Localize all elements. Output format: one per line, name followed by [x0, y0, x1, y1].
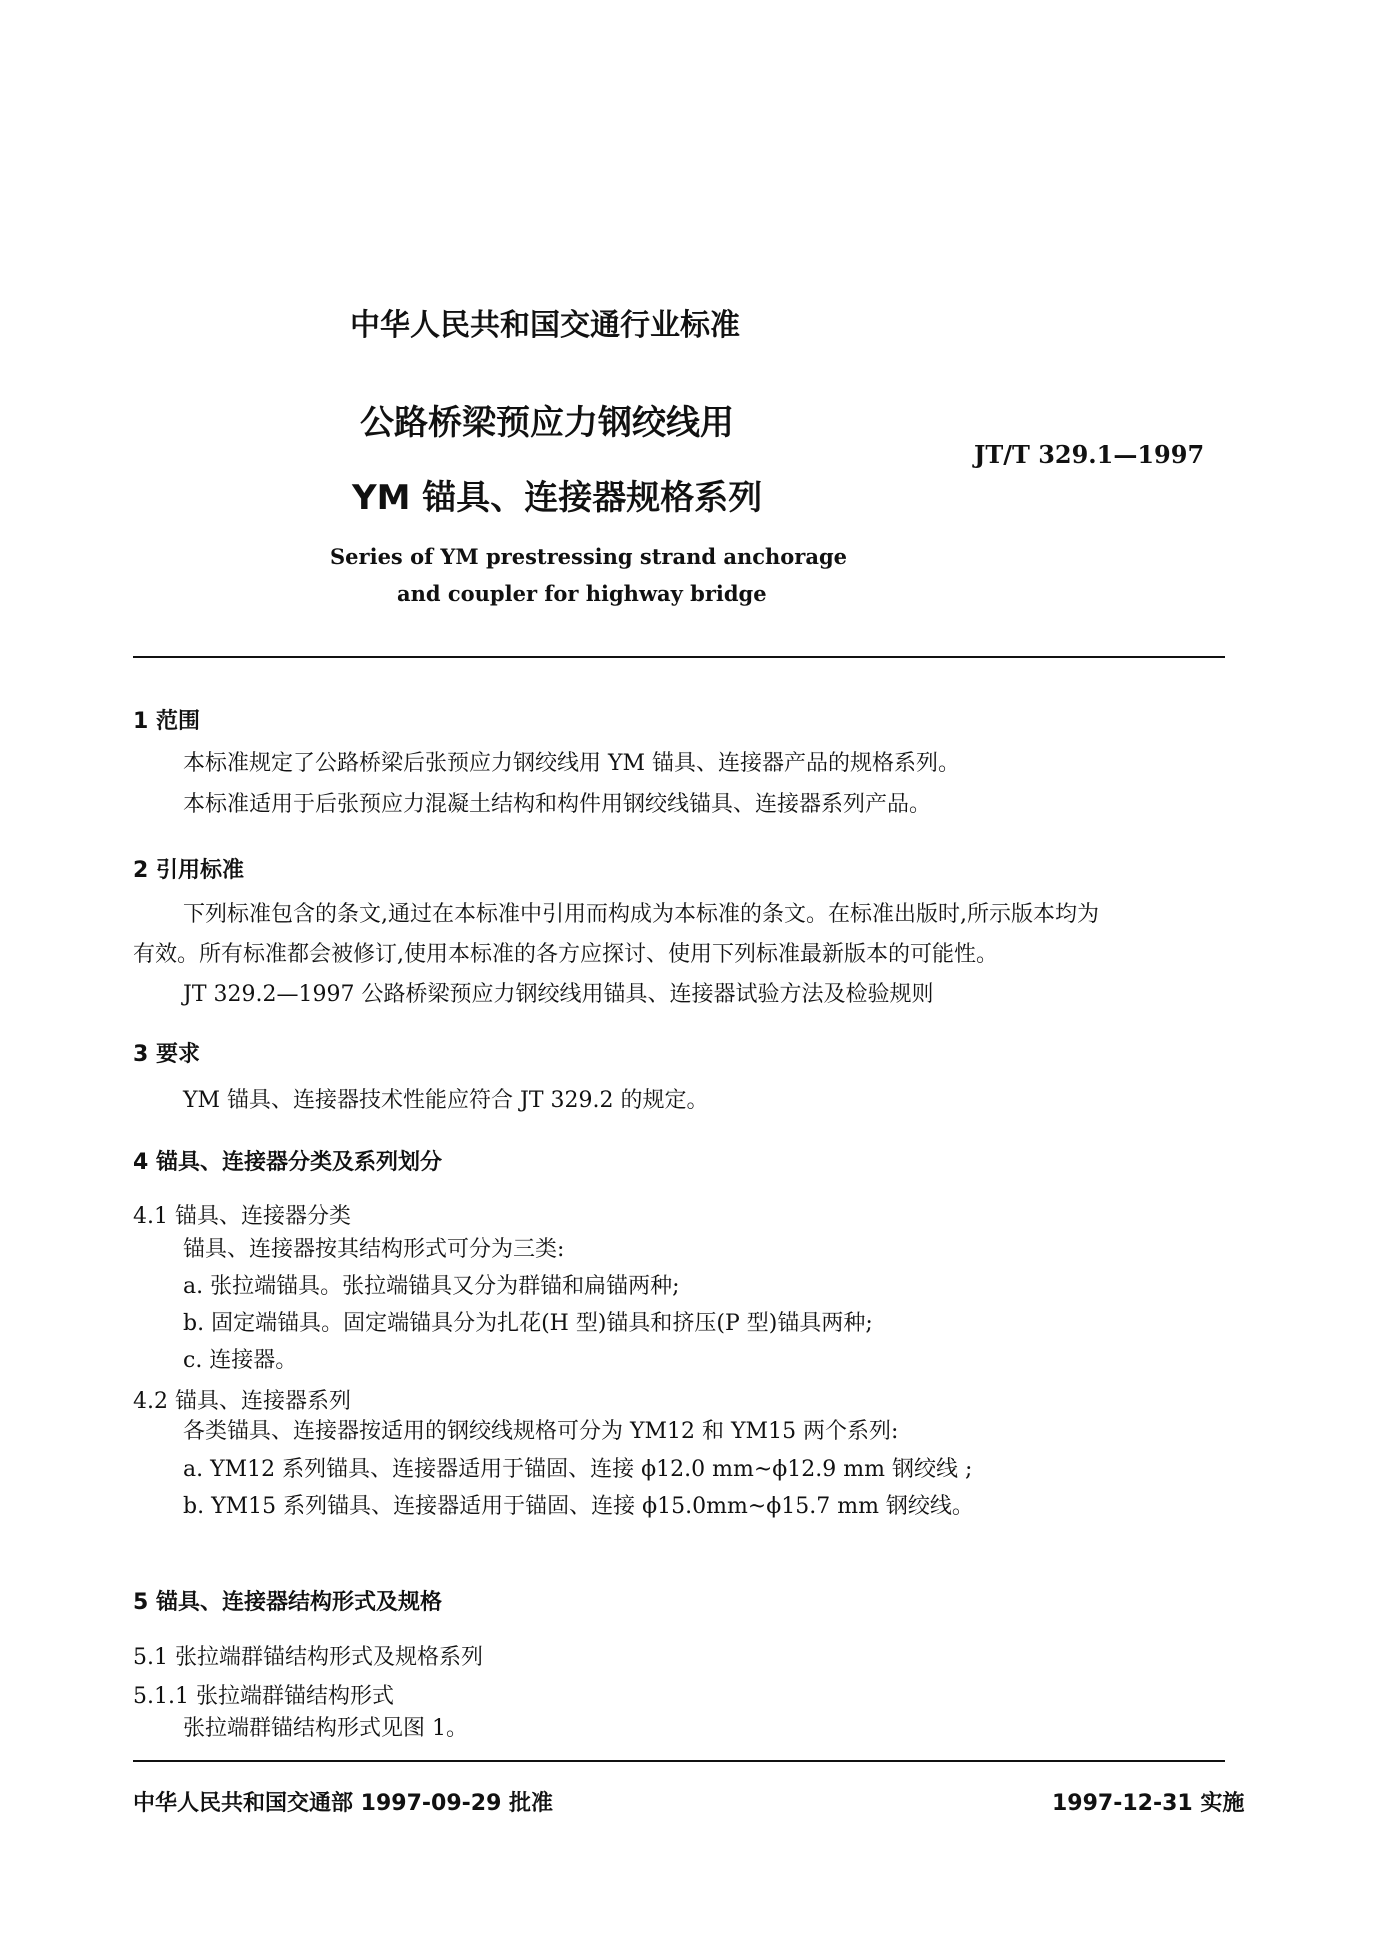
section-5-1-1-heading: 5.1.1 张拉端群锚结构形式	[133, 1684, 394, 1709]
section-2-reference: JT 329.2—1997 公路桥梁预应力钢绞线用锚具、连接器试验方法及检验规则	[183, 982, 934, 1007]
implementation-date: 1997-12-31 实施	[1052, 1791, 1245, 1816]
section-4-1-intro: 锚具、连接器按其结构形式可分为三类:	[183, 1237, 565, 1262]
section-4-1-item-a: a. 张拉端锚具。张拉端锚具又分为群锚和扁锚两种;	[183, 1274, 680, 1299]
section-4-1-item-b: b. 固定端锚具。固定端锚具分为扎花(H 型)锚具和挤压(P 型)锚具两种;	[183, 1311, 873, 1336]
approval-date: 中华人民共和国交通部 1997-09-29 批准	[133, 1791, 554, 1816]
section-3-heading: 3 要求	[133, 1042, 200, 1067]
section-4-2-item-a: a. YM12 系列锚具、连接器适用于锚固、连接 ϕ12.0 mm~ϕ12.9 mm 钢绞线 ;	[183, 1457, 973, 1482]
section-2-heading: 2 引用标准	[133, 858, 244, 883]
section-4-heading: 4 锚具、连接器分类及系列划分	[133, 1150, 442, 1175]
title-chinese-line1: 公路桥梁预应力钢绞线用	[360, 403, 734, 443]
section-1-heading: 1 范围	[133, 709, 200, 734]
section-4-2-item-b: b. YM15 系列锚具、连接器适用于锚固、连接 ϕ15.0mm~ϕ15.7 mm 钢绞线。	[183, 1494, 974, 1519]
section-4-2-heading: 4.2 锚具、连接器系列	[133, 1389, 351, 1414]
section-1-paragraph-2: 本标准适用于后张预应力混凝土结构和构件用钢绞线锚具、连接器系列产品。	[183, 792, 932, 817]
title-english-line2: and coupler for highway bridge	[397, 581, 767, 606]
section-4-2-intro: 各类锚具、连接器按适用的钢绞线规格可分为 YM12 和 YM15 两个系列:	[183, 1419, 899, 1444]
section-3-paragraph: YM 锚具、连接器技术性能应符合 JT 329.2 的规定。	[183, 1088, 709, 1113]
section-5-1-1-text: 张拉端群锚结构形式见图 1。	[183, 1716, 468, 1741]
section-2-paragraph-line1: 下列标准包含的条文,通过在本标准中引用而构成为本标准的条文。在标准出版时,所示版本均为	[183, 902, 1099, 927]
section-1-paragraph-1: 本标准规定了公路桥梁后张预应力钢绞线用 YM 锚具、连接器产品的规格系列。	[183, 751, 961, 776]
footer-divider	[133, 1760, 1225, 1762]
section-2-paragraph-line2: 有效。所有标准都会被修订,使用本标准的各方应探讨、使用下列标准最新版本的可能性。	[133, 942, 998, 967]
title-english-line1: Series of YM prestressing strand anchorage	[330, 544, 848, 569]
section-5-heading: 5 锚具、连接器结构形式及规格	[133, 1590, 442, 1615]
title-chinese-line2: YM 锚具、连接器规格系列	[352, 478, 763, 518]
header-divider	[133, 656, 1225, 658]
standard-code: JT/T 329.1—1997	[974, 440, 1205, 469]
issuing-organization: 中华人民共和国交通行业标准	[350, 308, 740, 343]
section-4-1-item-c: c. 连接器。	[183, 1348, 298, 1373]
section-5-1-heading: 5.1 张拉端群锚结构形式及规格系列	[133, 1645, 483, 1670]
section-4-1-heading: 4.1 锚具、连接器分类	[133, 1204, 351, 1229]
